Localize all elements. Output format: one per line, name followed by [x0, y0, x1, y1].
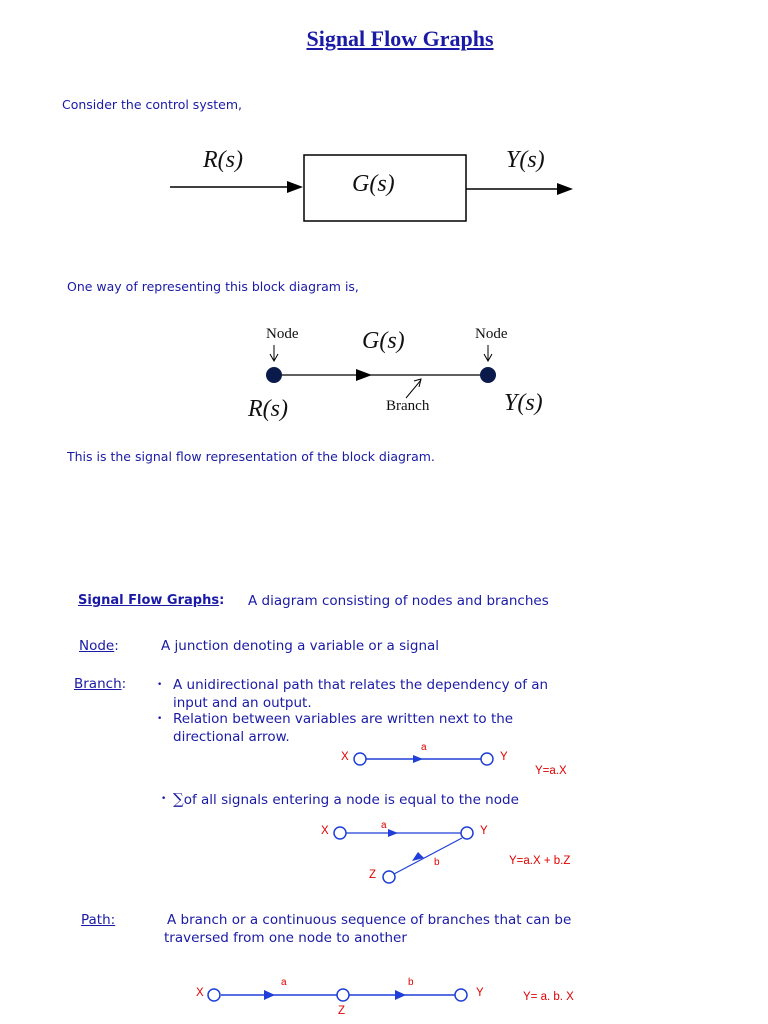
branch-bullet-3: • ∑of all signals entering a node is equal to the node	[161, 790, 519, 808]
branch-bullet-1: • A unidirectional path that relates the dependency of an input and an output.	[157, 677, 549, 711]
ex2-equation: Y=a.X + b.Z	[509, 855, 571, 867]
node-term: Node:	[79, 638, 119, 654]
sfg-term: Signal Flow Graphs:	[78, 593, 225, 608]
branch-bullet-2: • Relation between variables are written next to the directional arrow.	[157, 711, 514, 745]
ex1-node-x	[354, 753, 366, 765]
branch-pointer	[406, 380, 421, 398]
ex1-label-x: X	[341, 751, 349, 763]
node-label-left: Node	[266, 326, 299, 342]
ex3-node-x	[208, 989, 220, 1001]
ex2-label-x: X	[321, 825, 329, 837]
ex2-gain-b: b	[434, 857, 440, 868]
node-definition: A junction denoting a variable or a signal	[161, 638, 440, 654]
input-arrow-head	[287, 181, 303, 193]
page-title: Signal Flow Graphs	[306, 26, 494, 51]
ex2-gain-a: a	[381, 820, 387, 831]
branch-label: Branch	[386, 398, 430, 414]
ex3-label-x: X	[196, 987, 204, 999]
ex3-node-z	[337, 989, 349, 1001]
repr-text: One way of representing this block diagram is,	[67, 279, 359, 294]
ex3-equation: Y= a. b. X	[523, 991, 574, 1003]
sfg-caption: This is the signal flow representation of the block diagram.	[67, 449, 435, 464]
output-arrow-head	[557, 183, 573, 195]
sfg-input-label: R(s)	[248, 396, 288, 422]
intro-text: Consider the control system,	[62, 97, 242, 112]
sfg-output-label: Y(s)	[504, 390, 543, 416]
ex1-gain: a	[421, 742, 427, 753]
ex2-node-x	[334, 827, 346, 839]
ex3-gain-a: a	[281, 977, 287, 988]
branch-term: Branch:	[74, 676, 127, 692]
block-input-label: R(s)	[203, 147, 243, 173]
ex3-label-y: Y	[476, 987, 484, 999]
ex2-label-y: Y	[480, 825, 488, 837]
sfg-input-node	[266, 367, 282, 383]
block-transfer-label: G(s)	[352, 171, 395, 197]
ex2-label-z: Z	[369, 869, 377, 881]
ex3-gain-b: b	[408, 977, 414, 988]
block-output-label: Y(s)	[506, 147, 545, 173]
node-label-right: Node	[475, 326, 508, 342]
path-term: Path:	[81, 912, 116, 928]
sfg-definition: A diagram consisting of nodes and branches	[248, 593, 549, 609]
ex1-equation: Y=a.X	[535, 765, 567, 777]
sfg-branch-arrow	[356, 369, 372, 381]
ex1-node-y	[481, 753, 493, 765]
sfg-output-node	[480, 367, 496, 383]
ex2-node-z	[383, 871, 395, 883]
sfg-gain-label: G(s)	[362, 328, 405, 354]
ex3-node-y	[455, 989, 467, 1001]
ex3-label-z: Z	[338, 1005, 346, 1017]
path-definition: A branch or a continuous sequence of branches that can be traversed from one node to another	[164, 912, 572, 946]
ex1-label-y: Y	[500, 751, 508, 763]
ex2-node-y	[461, 827, 473, 839]
